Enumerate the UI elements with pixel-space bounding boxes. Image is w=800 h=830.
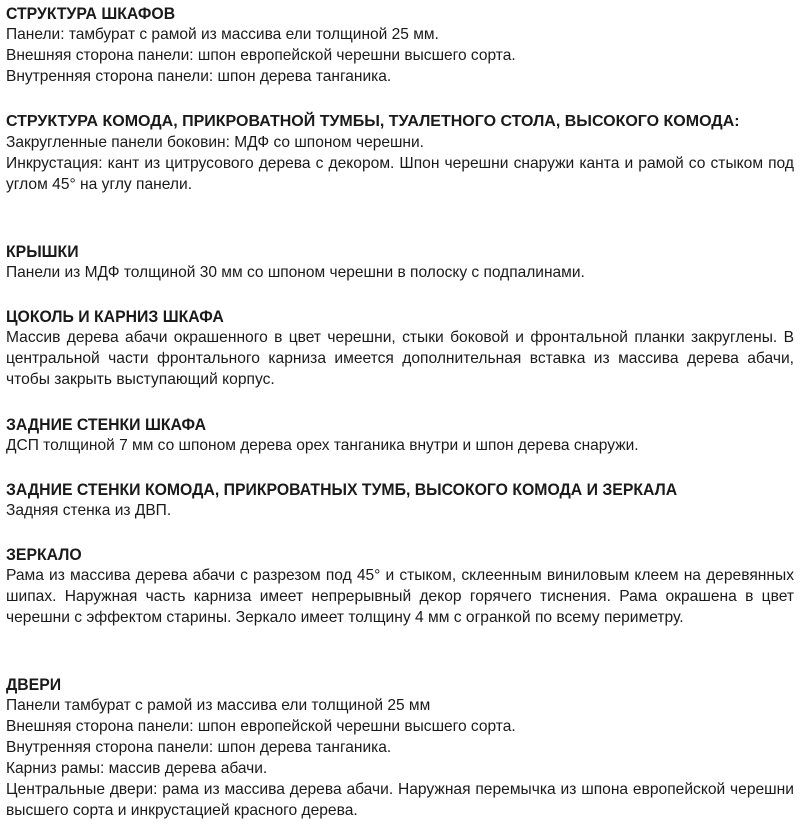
section-line: Массив дерева абачи окрашенного в цвет черешни, стыки боковой и фронтальной планки закруглены. В центральной части фронтального карниза имеется дополнительная вставка из массива дерева абачи, чтобы закрыть выступающий корпус. [6, 329, 794, 388]
section-cabinet-backs [6, 414, 794, 456]
section-line: Карниз рамы: массив дерева абачи. [6, 760, 268, 777]
section-line: Центральные двери: рама из массива дерева абачи. Наружная перемычка из шпона европейской черешни высшего сорта и инкрустацией красного дерева. [6, 781, 794, 819]
section-line: Внешняя сторона панели: шпон европейской черешни высшего сорта. [6, 47, 516, 64]
section-heading: ЗАДНИЕ СТЕНКИ КОМОДА, ПРИКРОВАТНЫХ ТУМБ, ВЫСОКОГО КОМОДА И ЗЕРКАЛА [6, 480, 678, 499]
section-heading: ЗЕРКАЛО [6, 545, 82, 564]
section-heading: СТРУКТУРА ШКАФОВ [6, 4, 176, 23]
section-line: Рама из массива дерева абачи с разрезом под 45° и стыком, склеенным виниловым клеем на деревянных шипах. Наружная часть карниза имеет непрерывный декор горячего тиснения. Рама окрашена в цвет черешни с эффектом старины. Зеркало имеет толщину 4 мм с огранкой по всему периметру. [6, 567, 794, 626]
section-mirror [6, 544, 794, 628]
section-heading: ДВЕРИ [6, 675, 62, 694]
section-plinth-cornice [6, 306, 794, 390]
section-line: Задняя стенка из ДВП. [6, 502, 172, 519]
section-line: Внутренняя сторона панели: шпон дерева танганика. [6, 68, 392, 85]
section-line: Инкрустация: кант из цитрусового дерева с декором. Шпон черешни снаружи канта и рамой со стыком под углом 45° на углу панели. [6, 155, 794, 193]
section-tops [6, 241, 794, 283]
section-dresser-structure [6, 111, 794, 195]
section-line: Внутренняя сторона панели: шпон дерева танганика. [6, 739, 392, 756]
section-doors [6, 674, 794, 821]
section-line: Закругленные панели боковин: МДФ со шпоном черешни. [6, 134, 424, 151]
section-line: Панели: тамбурат с рамой из массива ели толщиной 25 мм. [6, 26, 439, 43]
section-line: Панели из МДФ толщиной 30 мм со шпоном черешни в полоску с подпалинами. [6, 264, 585, 281]
section-cabinet-structure [6, 3, 794, 87]
section-heading: ЗАДНИЕ СТЕНКИ ШКАФА [6, 415, 207, 434]
section-heading: КРЫШКИ [6, 242, 79, 261]
section-line: Панели тамбурат с рамой из массива ели толщиной 25 мм [6, 697, 431, 714]
section-heading: ЦОКОЛЬ И КАРНИЗ ШКАФА [6, 307, 224, 326]
section-line: Внешняя сторона панели: шпон европейской черешни высшего сорта. [6, 718, 516, 735]
section-heading: СТРУКТУРА КОМОДА, ПРИКРОВАТНОЙ ТУМБЫ, ТУАЛЕТНОГО СТОЛА, ВЫСОКОГО КОМОДА: [6, 113, 740, 130]
section-line: ДСП толщиной 7 мм со шпоном дерева орех танганика внутри и шпон дерева снаружи. [6, 437, 639, 454]
section-dresser-backs [6, 479, 794, 521]
